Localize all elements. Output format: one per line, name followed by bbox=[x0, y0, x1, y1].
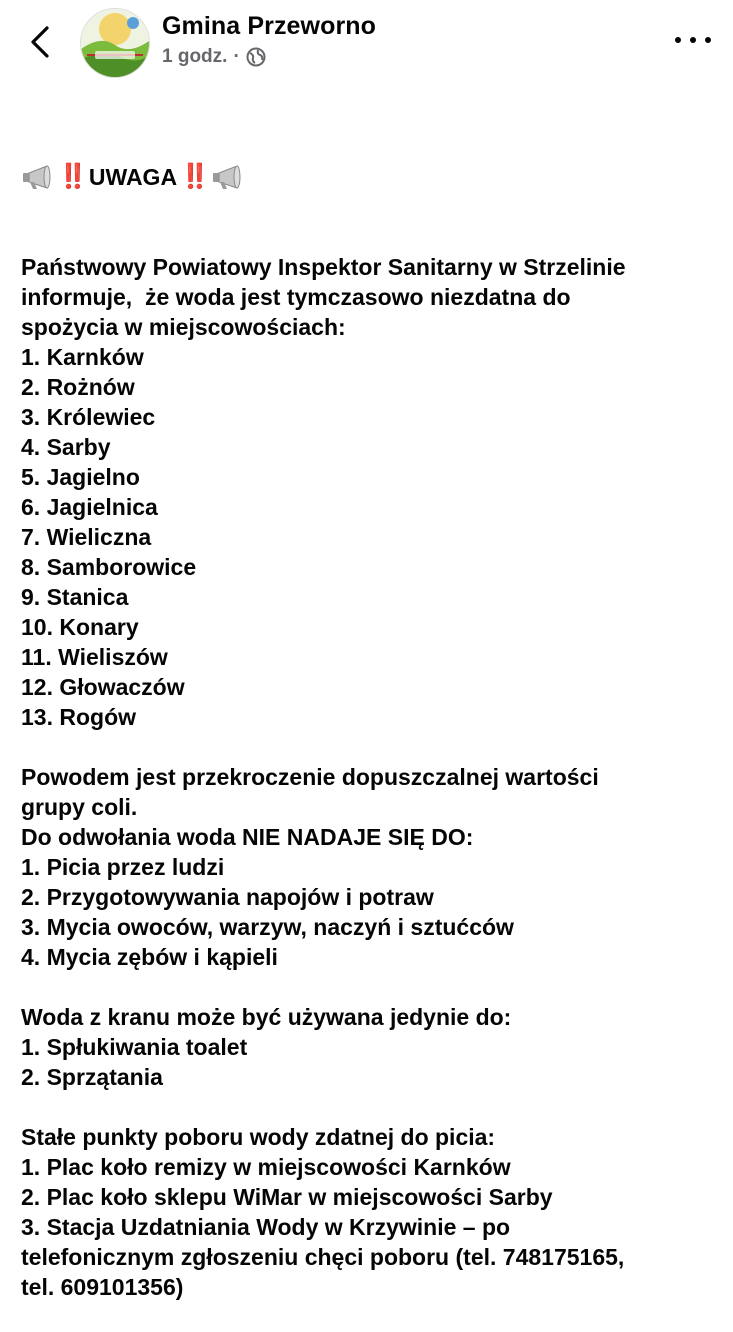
post-text-line: 2. Przygotowywania napojów i potraw bbox=[21, 884, 434, 910]
post-text-line: telefonicznym zgłoszeniu chęci poboru (tel. 748175165, bbox=[21, 1244, 625, 1270]
post-text-line: 1. Karnków bbox=[21, 344, 144, 370]
post-text-line: 2. Plac koło sklepu WiMar w miejscowości Sarby bbox=[21, 1184, 553, 1210]
post-text-line: 13. Rogów bbox=[21, 704, 137, 730]
megaphone-icon bbox=[211, 163, 245, 191]
chevron-left-icon bbox=[30, 25, 50, 59]
post-text-line: 9. Stanica bbox=[21, 584, 129, 610]
post-text-line: 12. Głowaczów bbox=[21, 674, 185, 700]
post-text-line: 1. Plac koło remizy w miejscowości Karnków bbox=[21, 1154, 511, 1180]
post-text-line: informuje, że woda jest tymczasowo niezdatna do bbox=[21, 284, 571, 310]
post-text-line: 5. Jagielno bbox=[21, 464, 140, 490]
post-text-line: Stałe punkty poboru wody zdatnej do picia: bbox=[21, 1124, 496, 1150]
post-text-line: 10. Konary bbox=[21, 614, 139, 640]
post-text-line: 11. Wieliszów bbox=[21, 644, 168, 670]
page-name[interactable]: Gmina Przeworno bbox=[162, 12, 377, 40]
post-meta bbox=[162, 46, 266, 68]
more-options-button[interactable] bbox=[675, 30, 711, 50]
double-exclamation-icon: ‼️ bbox=[180, 163, 208, 190]
globe-icon bbox=[246, 47, 266, 67]
more-dot bbox=[675, 37, 681, 43]
post-timestamp[interactable]: 1 godz. bbox=[162, 46, 228, 67]
megaphone-icon bbox=[21, 163, 55, 191]
post-text-line: 2. Rożnów bbox=[21, 374, 135, 400]
more-dot bbox=[705, 37, 711, 43]
meta-separator: · bbox=[233, 46, 240, 67]
post-text-line: Woda z kranu może być używana jedynie do: bbox=[21, 1004, 512, 1030]
post-text-line: grupy coli. bbox=[21, 794, 138, 820]
post-text-line: 4. Mycia zębów i kąpieli bbox=[21, 944, 278, 970]
post-text-line: 6. Jagielnica bbox=[21, 494, 158, 520]
post-text-line: spożycia w miejscowościach: bbox=[21, 314, 346, 340]
post-title-text: UWAGA bbox=[88, 164, 178, 190]
post-text bbox=[21, 252, 721, 1302]
post-blank-line bbox=[21, 972, 721, 1002]
page-avatar[interactable] bbox=[80, 8, 150, 78]
post-text-line: 8. Samborowice bbox=[21, 554, 197, 580]
more-dot bbox=[690, 37, 696, 43]
post-text-line: 3. Mycia owoców, warzyw, naczyń i sztućców bbox=[21, 914, 514, 940]
post-text-line: 3. Stacja Uzdatniania Wody w Krzywinie – po bbox=[21, 1214, 511, 1240]
post-text-line: tel. 609101356) bbox=[21, 1274, 184, 1300]
post-title bbox=[21, 162, 721, 192]
post-text-line: 1. Picia przez ludzi bbox=[21, 854, 225, 880]
back-button[interactable] bbox=[24, 20, 56, 64]
post-text-line: 3. Królewiec bbox=[21, 404, 156, 430]
post-text-line: 4. Sarby bbox=[21, 434, 111, 460]
post-text-line: 7. Wieliczna bbox=[21, 524, 152, 550]
post-blank-line bbox=[21, 1092, 721, 1122]
post-text-line: Powodem jest przekroczenie dopuszczalnej wartości bbox=[21, 764, 599, 790]
post-text-line: Państwowy Powiatowy Inspektor Sanitarny w Strzelinie bbox=[21, 254, 626, 280]
post-text-line: Do odwołania woda NIE NADAJE SIĘ DO: bbox=[21, 824, 474, 850]
post-body bbox=[21, 102, 721, 1332]
post-text-line: 1. Spłukiwania toalet bbox=[21, 1034, 248, 1060]
post-header bbox=[0, 0, 733, 90]
post-text-line: 2. Sprzątania bbox=[21, 1064, 163, 1090]
double-exclamation-icon: ‼️ bbox=[58, 163, 86, 190]
gmina-logo-icon bbox=[81, 9, 149, 77]
post-blank-line bbox=[21, 732, 721, 762]
